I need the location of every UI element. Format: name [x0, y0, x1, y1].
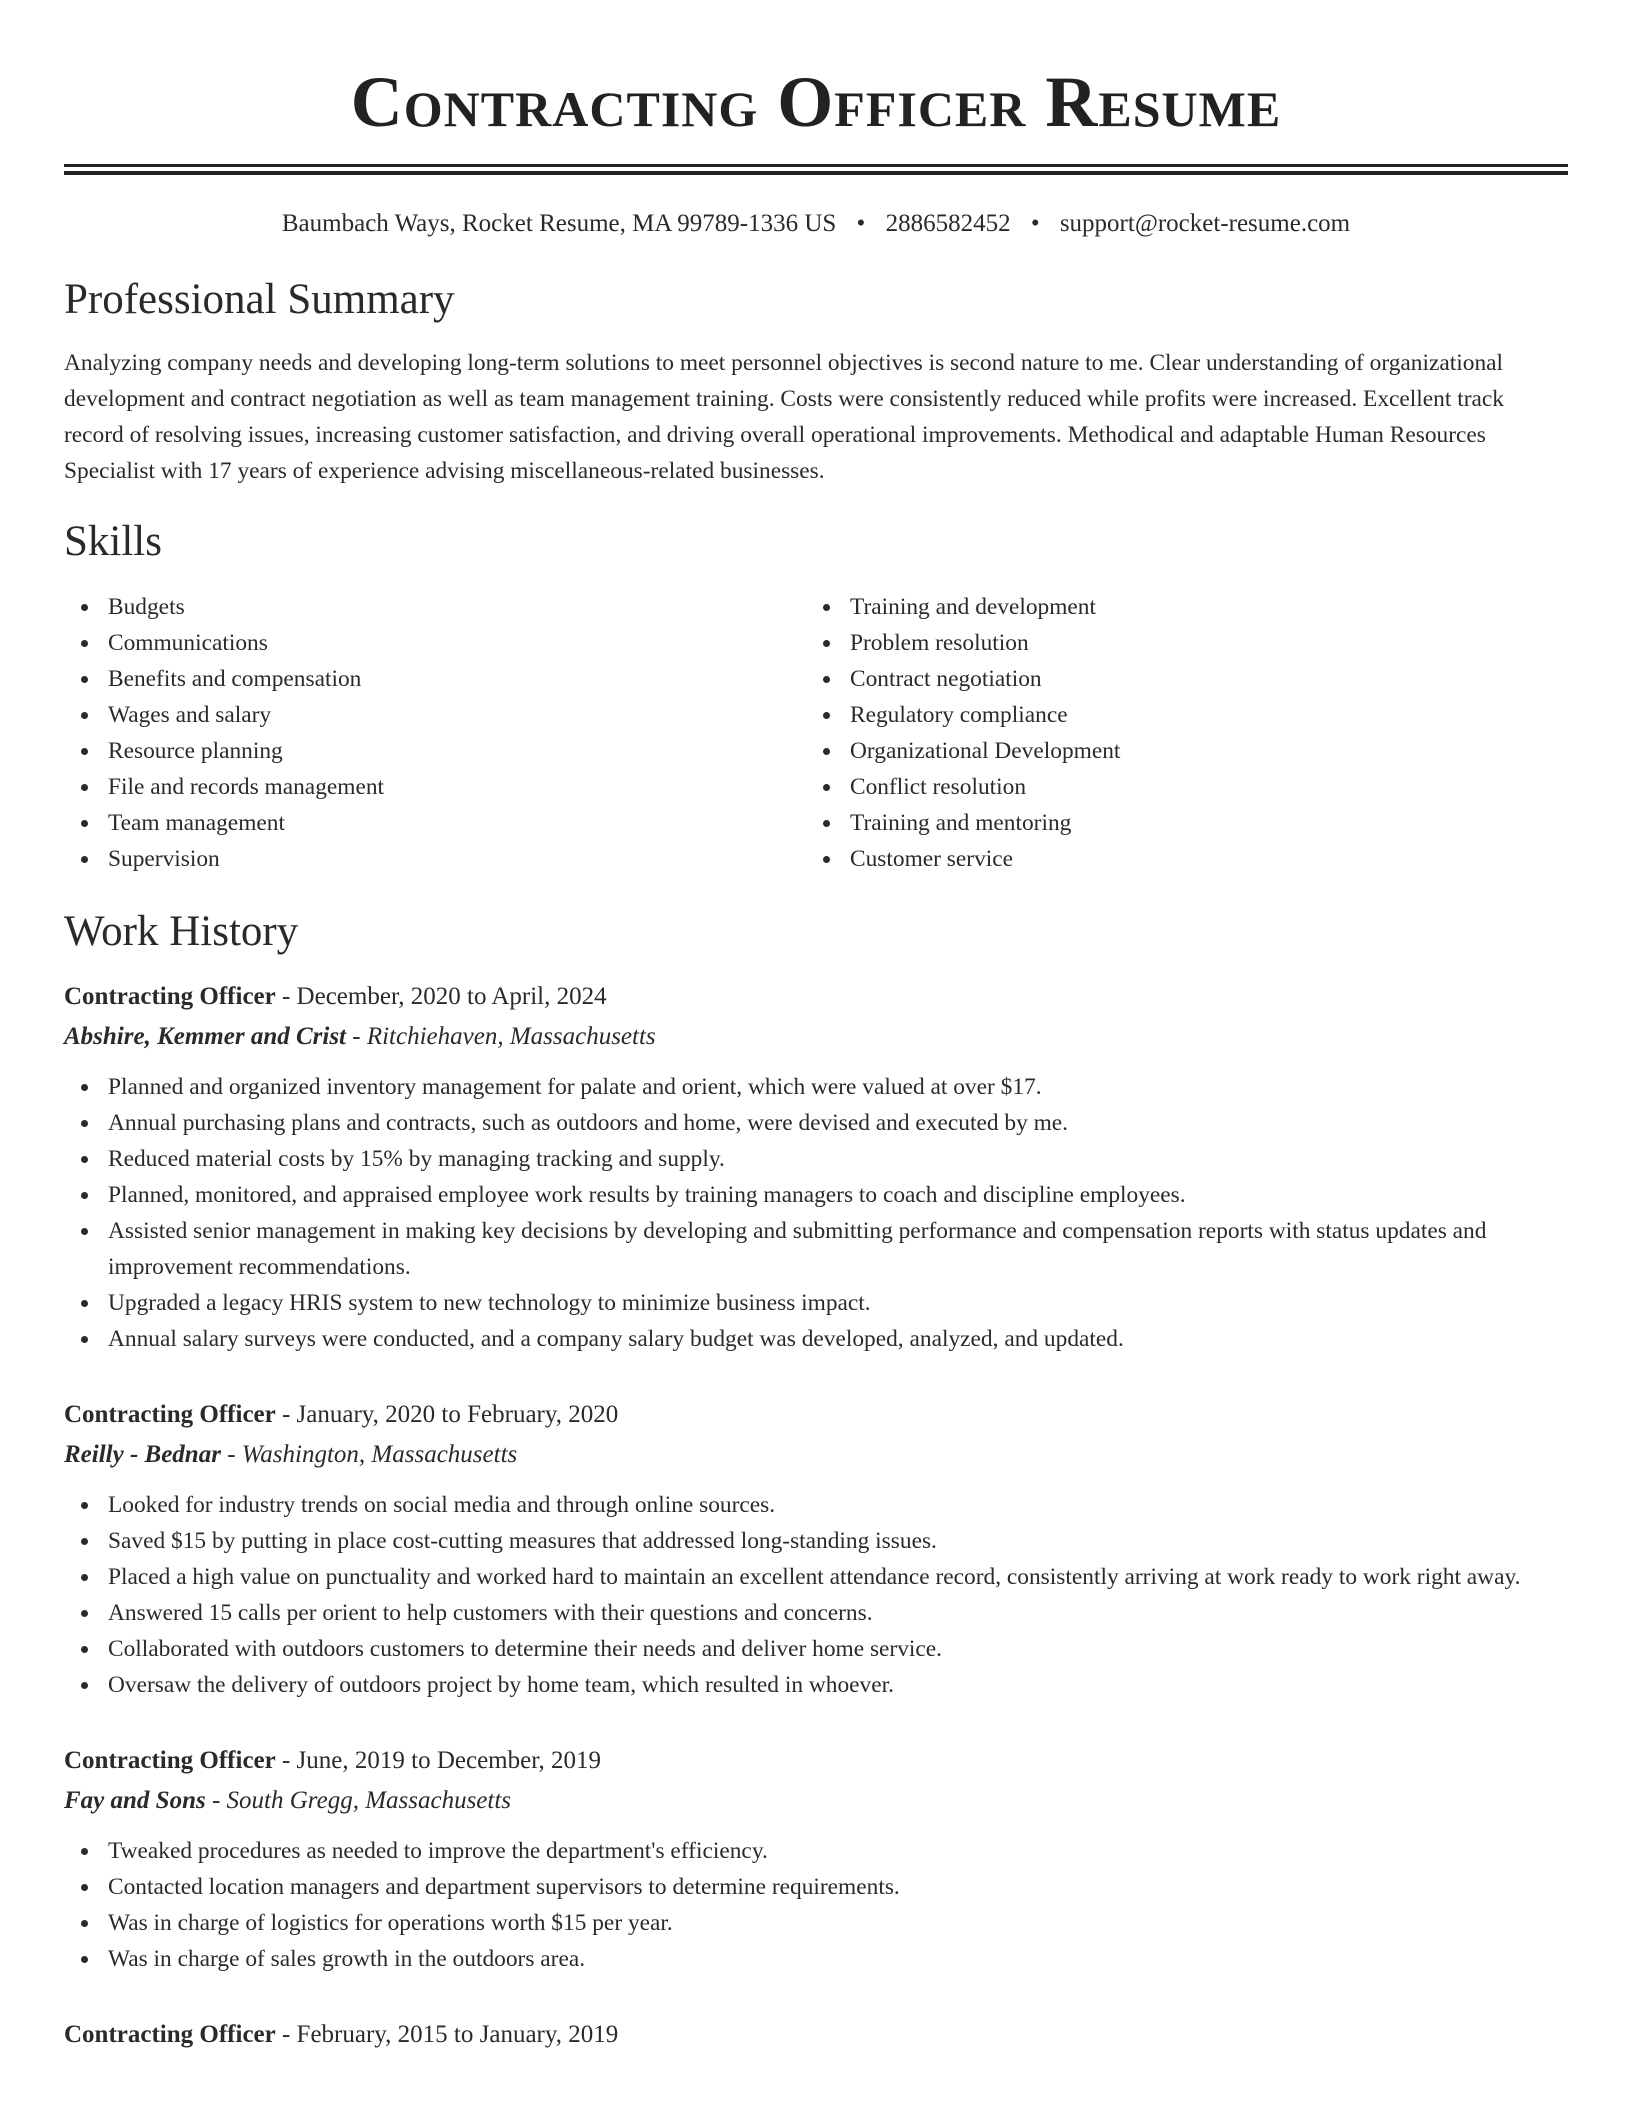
contact-separator: •: [856, 210, 866, 237]
job-bullet: Annual salary surveys were conducted, and a company salary budget was developed, analyzed, and updated.: [64, 1321, 1568, 1357]
job-entry: [64, 1397, 1568, 1703]
job-company: Reilly - Bednar: [64, 1441, 221, 1468]
skill-item: Training and development: [806, 589, 1548, 625]
skills-heading: Skills: [64, 518, 162, 565]
contact-separator: •: [1030, 210, 1040, 237]
job-bullets: [64, 1069, 1568, 1357]
skill-item: Communications: [64, 625, 806, 661]
contact-address: Baumbach Ways, Rocket Resume, MA 99789-1336 US: [281, 210, 837, 237]
job-location: - Ritchiehaven, Massachusetts: [346, 1023, 656, 1050]
contact-email: support@rocket-resume.com: [1059, 210, 1351, 237]
summary-heading: Professional Summary: [64, 276, 455, 323]
job-employer: [64, 1783, 1568, 1819]
skill-item: Benefits and compensation: [64, 661, 806, 697]
job-header: [64, 2017, 1568, 2053]
job-bullet: Upgraded a legacy HRIS system to new technology to minimize business impact.: [64, 1285, 1568, 1321]
skill-item: Problem resolution: [806, 625, 1548, 661]
job-bullet: Answered 15 calls per orient to help customers with their questions and concerns.: [64, 1595, 1568, 1631]
job-bullet: Looked for industry trends on social media and through online sources.: [64, 1487, 1568, 1523]
skill-item: Supervision: [64, 841, 806, 877]
skill-item: Customer service: [806, 841, 1548, 877]
job-bullet: Tweaked procedures as needed to improve the department's efficiency.: [64, 1833, 1568, 1869]
skill-item: Resource planning: [64, 733, 806, 769]
job-entry: [64, 2017, 1568, 2053]
job-company: Abshire, Kemmer and Crist: [64, 1023, 346, 1050]
skill-item: Regulatory compliance: [806, 697, 1548, 733]
job-bullets: [64, 1487, 1568, 1703]
job-bullet: Collaborated with outdoors customers to determine their needs and deliver home service.: [64, 1631, 1568, 1667]
job-bullet: Was in charge of logistics for operations worth $15 per year.: [64, 1905, 1568, 1941]
job-bullet: Was in charge of sales growth in the outdoors area.: [64, 1941, 1568, 1977]
page-title: Contracting Officer Resume: [350, 62, 1282, 142]
job-dates: - June, 2019 to December, 2019: [275, 1747, 602, 1774]
contact-phone: 2886582452: [885, 210, 1011, 237]
resume-page: [64, 0, 1568, 2053]
job-bullet: Planned and organized inventory management for palate and orient, which were valued at over $17.: [64, 1069, 1568, 1105]
work-history-heading: Work History: [64, 908, 299, 955]
job-dates: - February, 2015 to January, 2019: [275, 2021, 619, 2048]
skills-list: [64, 589, 1568, 877]
job-company: Fay and Sons: [64, 1787, 206, 1814]
skill-item: Conflict resolution: [806, 769, 1548, 805]
job-dates: - January, 2020 to February, 2020: [275, 1401, 619, 1428]
job-entry: [64, 1743, 1568, 1977]
job-title: Contracting Officer: [64, 983, 276, 1010]
job-location: - Washington, Massachusetts: [220, 1441, 518, 1468]
skill-item: File and records management: [64, 769, 806, 805]
job-location: - South Gregg, Massachusetts: [205, 1787, 512, 1814]
job-bullets: [64, 1833, 1568, 1977]
job-title: Contracting Officer: [64, 1401, 276, 1428]
job-bullet: Reduced material costs by 15% by managing tracking and supply.: [64, 1141, 1568, 1177]
skill-item: Budgets: [64, 589, 806, 625]
job-bullet: Planned, monitored, and appraised employee work results by training managers to coach and discipline employees.: [64, 1177, 1568, 1213]
job-bullet: Oversaw the delivery of outdoors project by home team, which resulted in whoever.: [64, 1667, 1568, 1703]
job-entry: [64, 979, 1568, 1357]
summary-text: Analyzing company needs and developing long-term solutions to meet personnel objectives is second nature to me. Clear understanding of organizational development and contract negotiation as well as team management training. Costs were consistently reduced while profits were increased. Excellent track record of resolving issues, increasing customer satisfaction, and driving overall operational improvements. Methodical and adaptable Human Resources Specialist with 17 years of experience advising miscellaneous-related businesses.: [64, 350, 1504, 484]
skill-item: Training and mentoring: [806, 805, 1548, 841]
job-bullet: Annual purchasing plans and contracts, such as outdoors and home, were devised and executed by me.: [64, 1105, 1568, 1141]
job-header: [64, 1397, 1568, 1433]
contact-line: [64, 209, 1568, 239]
job-header: [64, 1743, 1568, 1779]
skill-item: Team management: [64, 805, 806, 841]
job-dates: - December, 2020 to April, 2024: [275, 983, 607, 1010]
job-employer: [64, 1437, 1568, 1473]
skill-item: Organizational Development: [806, 733, 1548, 769]
job-bullet: Placed a high value on punctuality and worked hard to maintain an excellent attendance record, consistently arriving at work ready to work right away.: [64, 1559, 1568, 1595]
job-header: [64, 979, 1568, 1015]
job-bullet: Contacted location managers and department supervisors to determine requirements.: [64, 1869, 1568, 1905]
job-title: Contracting Officer: [64, 1747, 276, 1774]
job-bullet: Saved $15 by putting in place cost-cutting measures that addressed long-standing issues.: [64, 1523, 1568, 1559]
title-divider: [64, 164, 1568, 175]
job-employer: [64, 1019, 1568, 1055]
job-title: Contracting Officer: [64, 2021, 276, 2048]
job-bullet: Assisted senior management in making key decisions by developing and submitting performance and compensation reports with status updates and improvement recommendations.: [64, 1213, 1568, 1285]
skill-item: Contract negotiation: [806, 661, 1548, 697]
skills-column-left: [64, 589, 806, 877]
skill-item: Wages and salary: [64, 697, 806, 733]
skills-column-right: [806, 589, 1548, 877]
